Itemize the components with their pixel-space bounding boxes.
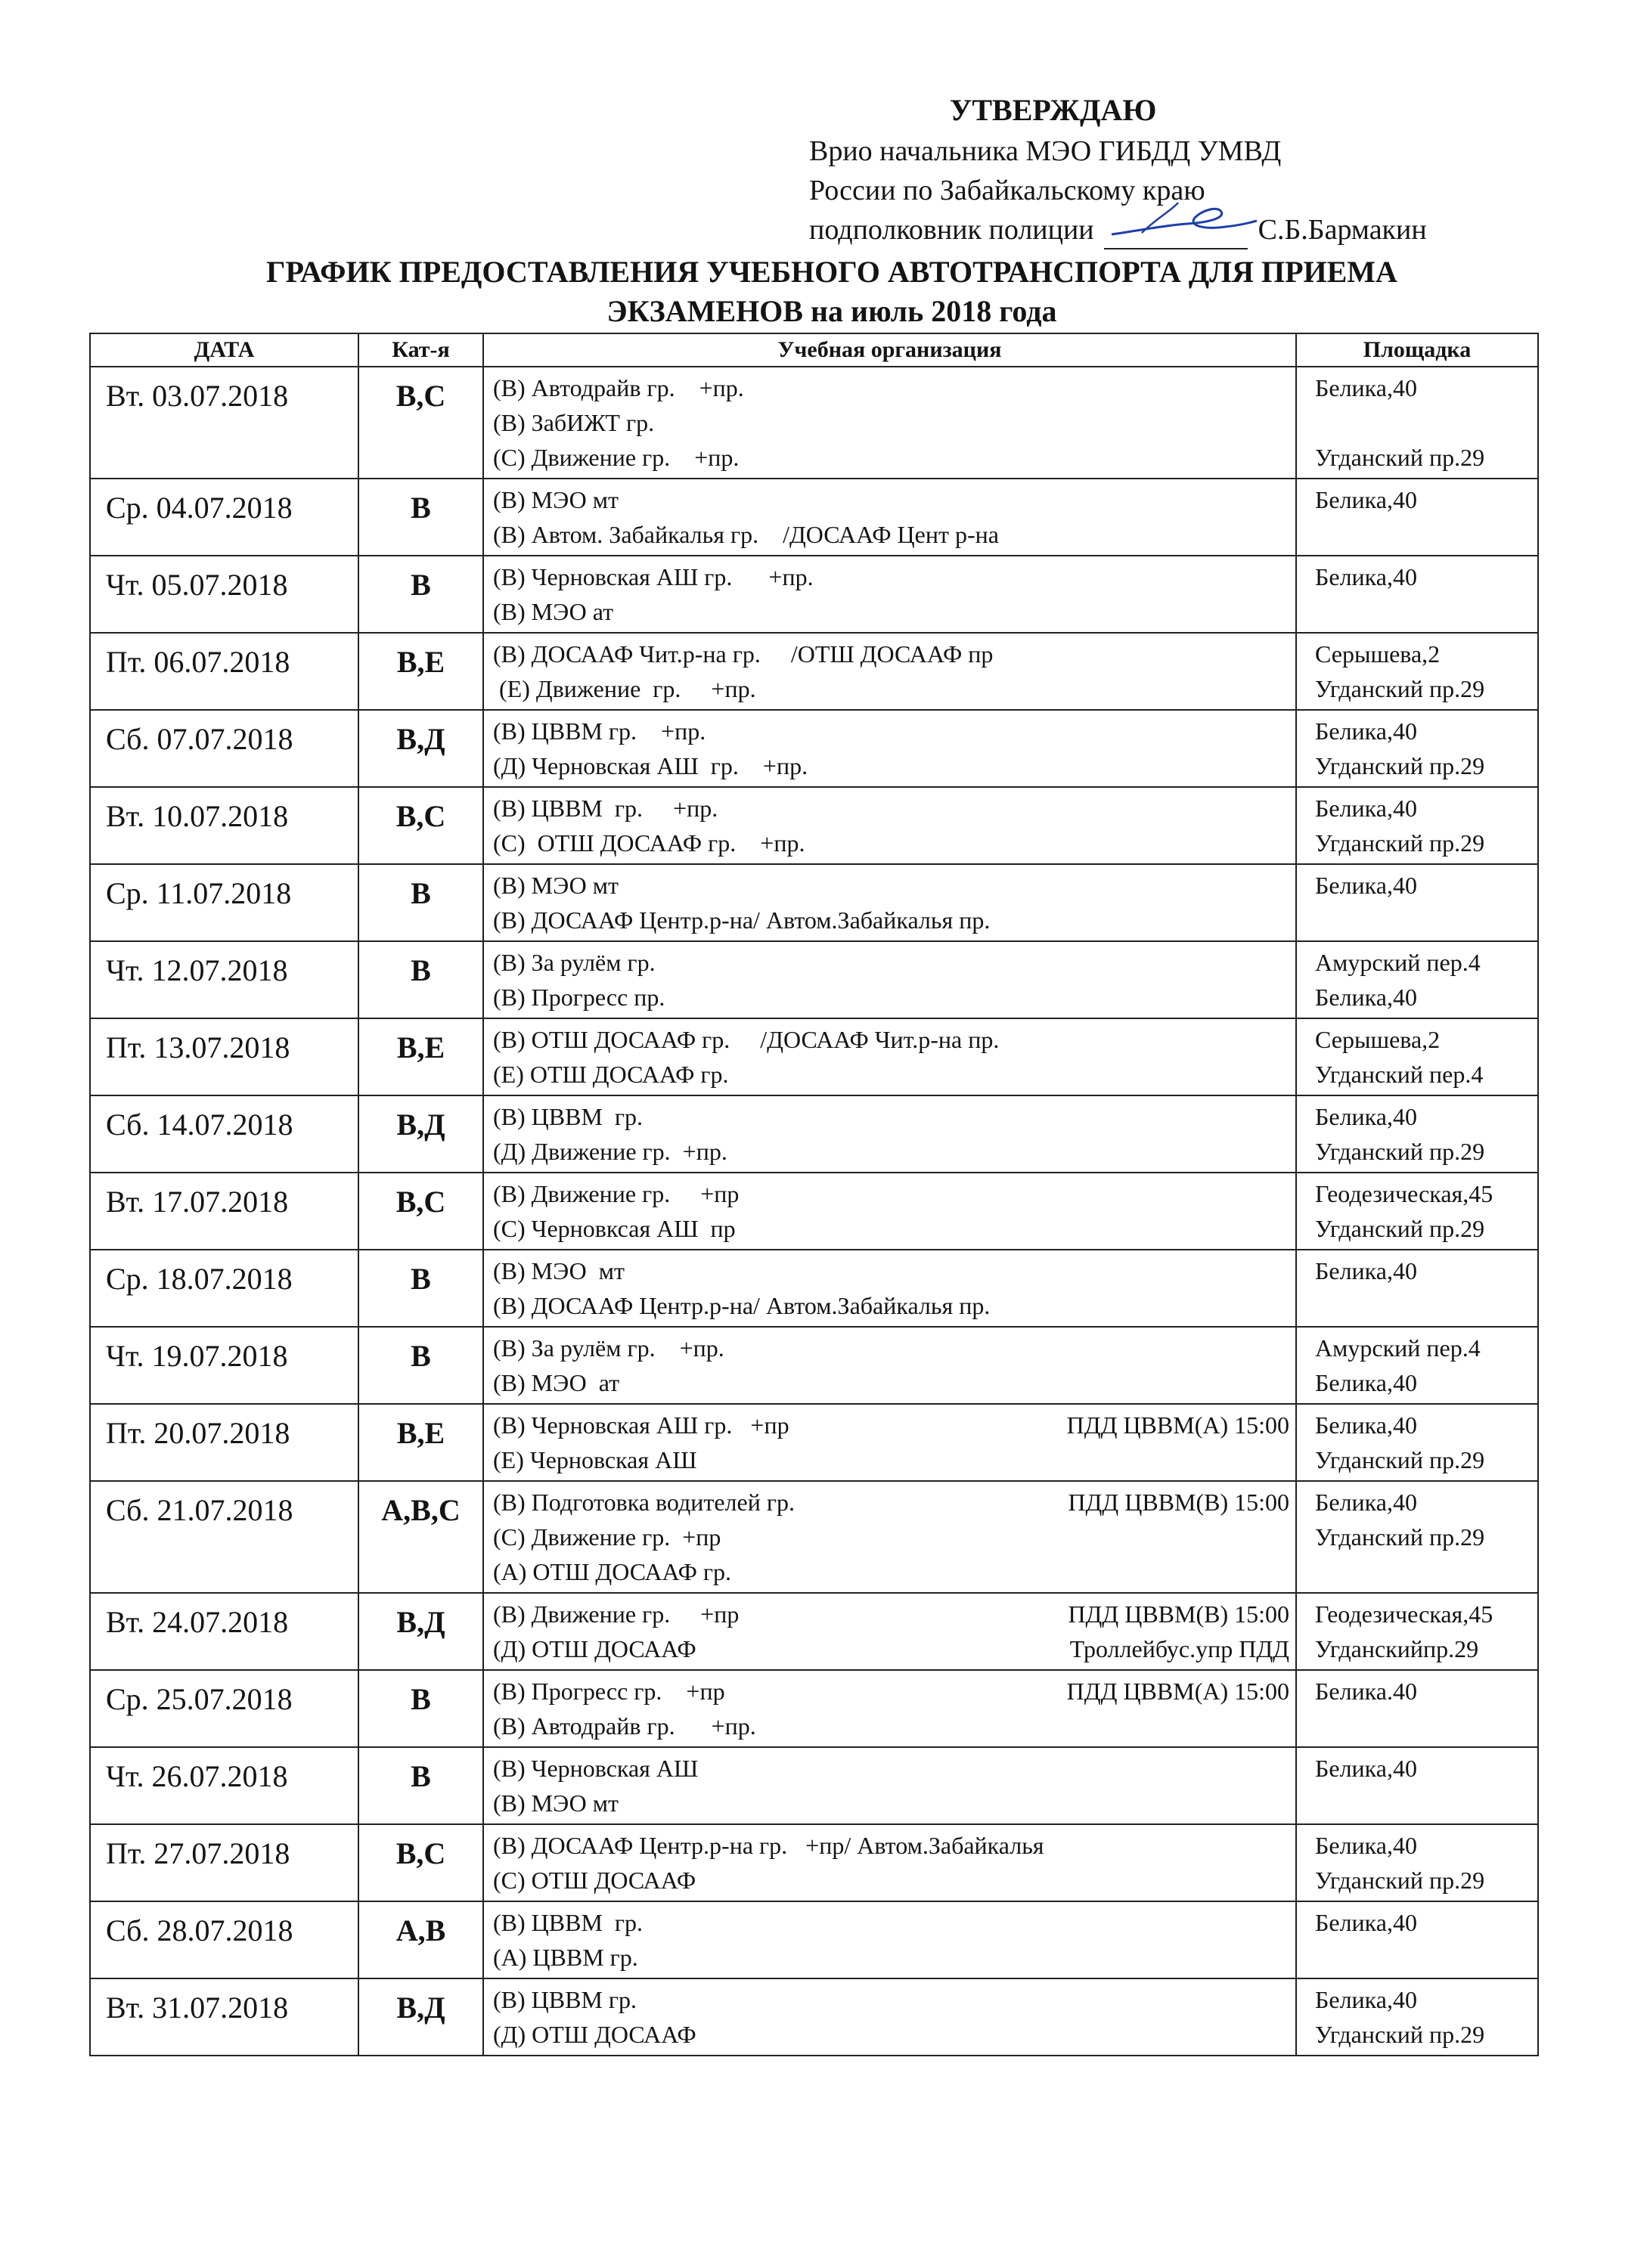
site-line: Белика,40 (1315, 984, 1417, 1011)
table-row (90, 1747, 1538, 1824)
row-category: В,Е (358, 1018, 483, 1095)
row-organizations (483, 1404, 1296, 1481)
row-organizations (483, 1327, 1296, 1404)
organization-line (493, 1674, 1289, 1709)
row-sites (1296, 1404, 1538, 1481)
organization-text: (В) Движение гр. +пр (493, 1600, 740, 1628)
row-date: Ср. 04.07.2018 (90, 479, 358, 556)
organization-line (493, 791, 1289, 826)
table-row (90, 556, 1538, 633)
organization-line (493, 1940, 1289, 1975)
organization-text: (С) Движение гр. +пр (493, 1523, 721, 1551)
row-date: Вт. 03.07.2018 (90, 367, 358, 479)
row-date: Чт. 26.07.2018 (90, 1747, 358, 1824)
organization-text: (В) Прогресс пр. (493, 984, 665, 1011)
organization-text: (В) ЦВВМ гр. +пр. (493, 795, 718, 822)
row-category: В (358, 1747, 483, 1824)
organization-line (493, 1863, 1289, 1898)
organization-text: (Д) Черновская АШ гр. +пр. (493, 752, 808, 779)
row-category: В (358, 1327, 483, 1404)
site-line: Белика,40 (1315, 872, 1417, 899)
organization-line (493, 1597, 1289, 1631)
site-line: Белика,40 (1315, 1909, 1417, 1936)
approval-title: УТВЕРЖДАЮ (950, 93, 1157, 127)
header-date: ДАТА (90, 333, 358, 367)
approval-name: С.Б.Бармакин (1258, 214, 1427, 246)
row-organizations (483, 479, 1296, 556)
site-line: Угданский пр.29 (1315, 752, 1485, 779)
table-row (90, 1978, 1538, 2056)
row-date: Ср. 25.07.2018 (90, 1670, 358, 1747)
row-sites (1296, 710, 1538, 787)
row-sites (1296, 367, 1538, 479)
approval-line-1: Врио начальника МЭО ГИБДД УМВД (809, 135, 1282, 167)
organization-note: ПДД ЦВВМ(А) 15:00 (1066, 1411, 1289, 1439)
row-organizations (483, 1173, 1296, 1250)
site-line: Белика,40 (1315, 1489, 1417, 1516)
row-sites (1296, 1670, 1538, 1747)
organization-text: (Е) ОТШ ДОСААФ гр. (493, 1061, 729, 1088)
row-sites (1296, 787, 1538, 864)
site-line: Угданский пр.29 (1315, 1138, 1485, 1165)
table-row (90, 1404, 1538, 1481)
organization-text: (В) МЭО мт (493, 1789, 619, 1817)
organization-line (493, 1331, 1289, 1365)
row-sites (1296, 1901, 1538, 1978)
organization-line (493, 1982, 1289, 2017)
organization-text: (В) Черновская АШ гр. +пр. (493, 563, 814, 590)
page-title (53, 253, 1611, 331)
site-line: Белика,40 (1315, 717, 1417, 745)
organization-note: ПДД ЦВВМ(А) 15:00 (1066, 1678, 1289, 1705)
row-sites (1296, 1250, 1538, 1327)
table-row (90, 1593, 1538, 1670)
row-category: В (358, 556, 483, 633)
organization-line (493, 671, 1289, 706)
organization-line (493, 440, 1289, 475)
site-line: Геодезическая,45 (1315, 1600, 1493, 1628)
table-row (90, 1327, 1538, 1404)
row-category: В (358, 1670, 483, 1747)
table-row (90, 1095, 1538, 1173)
table-row (90, 1018, 1538, 1095)
site-line: Белика,40 (1315, 1411, 1417, 1439)
site-line: Белика,40 (1315, 1755, 1417, 1782)
organization-line (493, 1057, 1289, 1092)
organization-line (493, 1099, 1289, 1134)
organization-text: (В) Автодрайв гр. +пр. (493, 374, 744, 401)
row-category: В,С (358, 787, 483, 864)
organization-line (493, 1520, 1289, 1554)
row-category: В (358, 941, 483, 1018)
row-sites (1296, 479, 1538, 556)
organization-text: (В) ЦВВМ гр. (493, 1103, 644, 1130)
organization-text: (В) За рулём гр. +пр. (493, 1334, 724, 1362)
row-organizations (483, 1670, 1296, 1747)
row-date: Чт. 19.07.2018 (90, 1327, 358, 1404)
site-line: Серышева,2 (1315, 640, 1441, 668)
organization-text: (В) Автом. Забайкалья гр. /ДОСААФ Цент р-на (493, 521, 999, 548)
organization-text: (В) Черновская АШ (493, 1755, 699, 1782)
row-sites (1296, 1747, 1538, 1824)
row-sites (1296, 864, 1538, 941)
organization-line (493, 1709, 1289, 1743)
site-line: Белика,40 (1315, 1257, 1417, 1284)
site-line: Угданскийпр.29 (1315, 1635, 1479, 1662)
table-body (90, 367, 1538, 2056)
organization-text: (Д) Движение гр. +пр. (493, 1138, 727, 1165)
row-date: Сб. 14.07.2018 (90, 1095, 358, 1173)
organization-note: ПДД ЦВВМ(В) 15:00 (1068, 1489, 1289, 1516)
site-line: Серышева,2 (1315, 1026, 1441, 1053)
table-row (90, 1901, 1538, 1978)
row-date: Чт. 12.07.2018 (90, 941, 358, 1018)
site-line: Белика,40 (1315, 1986, 1417, 2013)
organization-text: (В) Движение гр. +пр (493, 1180, 740, 1207)
title-line-2: ЭКЗАМЕНОВ на июль 2018 года (606, 294, 1057, 328)
row-category: А,В (358, 1901, 483, 1978)
organization-text: (В) ЦВВМ гр. +пр. (493, 717, 706, 745)
table-row (90, 1250, 1538, 1327)
organization-line (493, 1176, 1289, 1211)
organization-text: (С) ОТШ ДОСААФ (493, 1867, 696, 1894)
row-sites (1296, 1173, 1538, 1250)
row-category: В,Е (358, 1404, 483, 1481)
row-category: В,Д (358, 1095, 483, 1173)
organization-text: (В) Подготовка водителей гр. (493, 1489, 795, 1516)
organization-line (493, 637, 1289, 671)
site-line: Белика,40 (1315, 486, 1417, 513)
table-row (90, 633, 1538, 710)
table-row (90, 479, 1538, 556)
row-category: А,В,С (358, 1481, 483, 1593)
site-line: Белика,40 (1315, 1832, 1417, 1859)
row-sites (1296, 1095, 1538, 1173)
organization-line (493, 1442, 1289, 1477)
organization-text: (В) За рулём гр. (493, 949, 656, 976)
organization-text: (В) Черновская АШ гр. +пр (493, 1411, 789, 1439)
row-date: Ср. 18.07.2018 (90, 1250, 358, 1327)
site-line: Угданский пр.29 (1315, 2021, 1485, 2048)
approval-line-2: России по Забайкальскому краю (809, 175, 1205, 206)
row-organizations (483, 941, 1296, 1018)
organization-line (493, 2017, 1289, 2052)
row-sites (1296, 556, 1538, 633)
row-organizations (483, 367, 1296, 479)
organization-line (493, 1751, 1289, 1786)
row-date: Сб. 21.07.2018 (90, 1481, 358, 1593)
organization-text: (В) МЭО ат (493, 598, 614, 625)
site-line: Геодезическая,45 (1315, 1180, 1493, 1207)
organization-line (493, 1408, 1289, 1442)
organization-line (493, 1485, 1289, 1520)
row-date: Чт. 05.07.2018 (90, 556, 358, 633)
row-organizations (483, 1824, 1296, 1901)
row-organizations (483, 556, 1296, 633)
row-sites (1296, 1593, 1538, 1670)
organization-line (493, 826, 1289, 860)
organization-line (493, 1134, 1289, 1169)
row-organizations (483, 1978, 1296, 2056)
organization-text: (В) ДОСААФ Центр.р-на/ Автом.Забайкалья пр. (493, 906, 991, 934)
row-category: В,Д (358, 1593, 483, 1670)
row-category: В,С (358, 1824, 483, 1901)
organization-line (493, 1905, 1289, 1940)
row-sites (1296, 1978, 1538, 2056)
table-row (90, 1670, 1538, 1747)
organization-text: (А) ОТШ ДОСААФ гр. (493, 1558, 732, 1585)
organization-text: (В) МЭО ат (493, 1369, 620, 1396)
organization-text: (А) ЦВВМ гр. (493, 1944, 638, 1971)
organization-text: (В) ДОСААФ Чит.р-на гр. /ОТШ ДОСААФ пр (493, 640, 994, 668)
header-site: Площадка (1296, 333, 1538, 367)
organization-line (493, 370, 1289, 405)
organization-text: (В) Автодрайв гр. +пр. (493, 1712, 756, 1740)
organization-text: (Е) Черновская АШ (493, 1446, 697, 1473)
row-category: В (358, 864, 483, 941)
row-sites (1296, 1018, 1538, 1095)
organization-line (493, 945, 1289, 980)
row-category: В,Е (358, 633, 483, 710)
row-category: В (358, 479, 483, 556)
site-line: Амурский пер.4 (1315, 949, 1481, 976)
organization-line (493, 868, 1289, 903)
site-line: Угданский пр.29 (1315, 1446, 1485, 1473)
organization-text: (В) ЦВВМ гр. (493, 1986, 637, 2013)
row-sites (1296, 941, 1538, 1018)
organization-line (493, 903, 1289, 937)
site-line: Угданский пер.4 (1315, 1061, 1484, 1088)
organization-text: (Д) ОТШ ДОСААФ (493, 2021, 696, 2048)
site-line: Белика,40 (1315, 1103, 1417, 1130)
site-line (1315, 405, 1534, 440)
approval-line-3 (809, 210, 1611, 249)
organization-line (493, 1288, 1289, 1323)
table-row (90, 367, 1538, 479)
row-date: Пт. 20.07.2018 (90, 1404, 358, 1481)
row-category: В,С (358, 367, 483, 479)
organization-text: (Е) Движение гр. +пр. (493, 675, 756, 702)
organization-line (493, 594, 1289, 629)
header-organization: Учебная организация (483, 333, 1296, 367)
organization-text: (В) ЗабИЖТ гр. (493, 409, 655, 436)
organization-line (493, 1253, 1289, 1288)
approval-rank: подполковник полиции (809, 214, 1094, 246)
site-line: Белика,40 (1315, 374, 1417, 401)
table-row (90, 941, 1538, 1018)
row-organizations (483, 710, 1296, 787)
organization-text: (С) Черновксая АШ пр (493, 1215, 736, 1242)
header-row (90, 333, 1538, 367)
row-date: Сб. 28.07.2018 (90, 1901, 358, 1978)
row-sites (1296, 633, 1538, 710)
organization-text: (Д) ОТШ ДОСААФ (493, 1635, 696, 1662)
row-organizations (483, 1901, 1296, 1978)
header-category: Кат-я (358, 333, 483, 367)
organization-text: (В) ДОСААФ Центр.р-на/ Автом.Забайкалья пр. (493, 1292, 991, 1319)
organization-line (493, 482, 1289, 517)
row-sites (1296, 1481, 1538, 1593)
organization-line (493, 714, 1289, 748)
row-category: В (358, 1250, 483, 1327)
row-organizations (483, 1481, 1296, 1593)
schedule-table (89, 333, 1539, 2056)
organization-line (493, 1022, 1289, 1057)
site-line: Угданский пр.29 (1315, 1523, 1485, 1551)
row-date: Сб. 07.07.2018 (90, 710, 358, 787)
site-line: Амурский пер.4 (1315, 1334, 1481, 1362)
row-date: Вт. 17.07.2018 (90, 1173, 358, 1250)
row-date: Пт. 13.07.2018 (90, 1018, 358, 1095)
organization-note: ПДД ЦВВМ(В) 15:00 (1068, 1600, 1289, 1628)
site-line: Угданский пр.29 (1315, 444, 1485, 471)
organization-note: Троллейбус.упр ПДД (1069, 1635, 1289, 1662)
row-category: В,Д (358, 710, 483, 787)
row-date: Пт. 06.07.2018 (90, 633, 358, 710)
table-row (90, 1173, 1538, 1250)
organization-text: (В) Прогресс гр. +пр (493, 1678, 725, 1705)
row-category: В,Д (358, 1978, 483, 2056)
organization-line (493, 1211, 1289, 1246)
site-line: Белика,40 (1315, 563, 1417, 590)
row-date: Вт. 24.07.2018 (90, 1593, 358, 1670)
site-line: Угданский пр.29 (1315, 1215, 1485, 1242)
row-date: Пт. 27.07.2018 (90, 1824, 358, 1901)
site-line: Угданский пр.29 (1315, 675, 1485, 702)
organization-text: (В) ОТШ ДОСААФ гр. /ДОСААФ Чит.р-на пр. (493, 1026, 1000, 1053)
row-sites (1296, 1824, 1538, 1901)
signature-icon (1096, 195, 1263, 248)
site-line: Белика,40 (1315, 795, 1417, 822)
site-line: Угданский пр.29 (1315, 1867, 1485, 1894)
row-organizations (483, 1593, 1296, 1670)
signature (1104, 221, 1248, 249)
row-organizations (483, 1747, 1296, 1824)
row-date: Ср. 11.07.2018 (90, 864, 358, 941)
row-sites (1296, 1327, 1538, 1404)
organization-text: (В) МЭО мт (493, 1257, 625, 1284)
organization-text: (В) МЭО мт (493, 486, 619, 513)
approval-block (809, 89, 1611, 249)
site-line: Угданский пр.29 (1315, 829, 1485, 857)
site-line: Белика,40 (1315, 1369, 1417, 1396)
table-row (90, 1481, 1538, 1593)
organization-text: (С) ОТШ ДОСААФ гр. +пр. (493, 829, 805, 857)
row-category: В,С (358, 1173, 483, 1250)
organization-line (493, 980, 1289, 1015)
row-organizations (483, 864, 1296, 941)
organization-line (493, 1786, 1289, 1820)
organization-text: (С) Движение гр. +пр. (493, 444, 740, 471)
table-row (90, 787, 1538, 864)
organization-line (493, 1365, 1289, 1400)
row-date: Вт. 31.07.2018 (90, 1978, 358, 2056)
table-row (90, 710, 1538, 787)
row-date: Вт. 10.07.2018 (90, 787, 358, 864)
organization-line (493, 1828, 1289, 1863)
row-organizations (483, 1095, 1296, 1173)
row-organizations (483, 1250, 1296, 1327)
organization-text: (В) МЭО мт (493, 872, 619, 899)
organization-line (493, 1631, 1289, 1666)
row-organizations (483, 1018, 1296, 1095)
organization-line (493, 559, 1289, 594)
organization-line (493, 405, 1289, 440)
organization-text: (В) ДОСААФ Центр.р-на гр. +пр/ Автом.Забайкалья (493, 1832, 1044, 1859)
row-organizations (483, 787, 1296, 864)
organization-line (493, 517, 1289, 552)
row-organizations (483, 633, 1296, 710)
title-line-1: ГРАФИК ПРЕДОСТАВЛЕНИЯ УЧЕБНОГО АВТОТРАНСПОРТА ДЛЯ ПРИЕМА (266, 255, 1397, 289)
organization-line (493, 1554, 1289, 1589)
organization-line (493, 748, 1289, 783)
table-row (90, 1824, 1538, 1901)
organization-text: (В) ЦВВМ гр. (493, 1909, 644, 1936)
site-line: Белика.40 (1315, 1678, 1417, 1705)
table-row (90, 864, 1538, 941)
